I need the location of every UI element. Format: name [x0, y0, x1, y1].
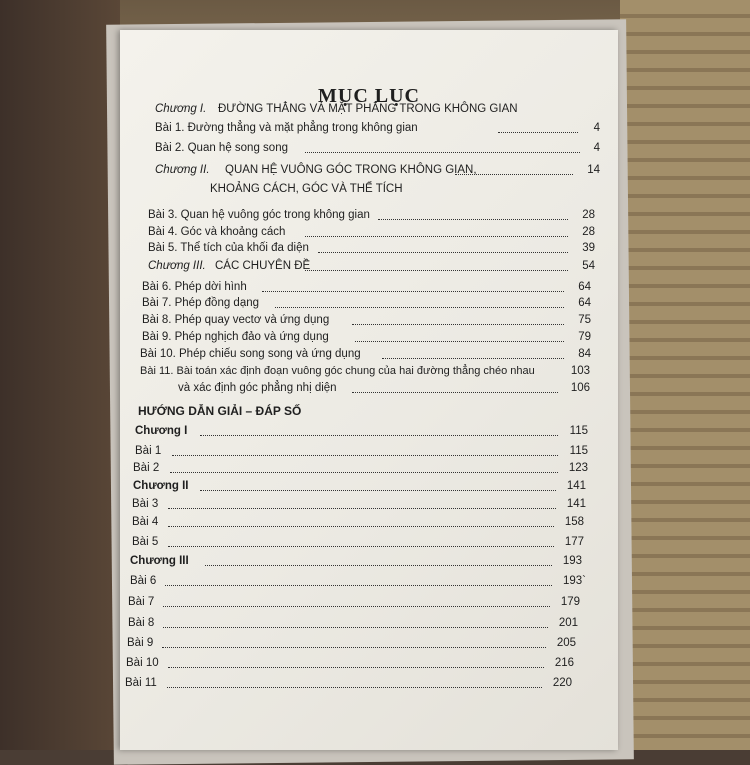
leader-dots: [352, 391, 558, 393]
page-number: 84: [578, 348, 591, 360]
leader-dots: [172, 454, 558, 456]
leader-dots: [305, 235, 568, 237]
page-number: 106: [570, 382, 590, 394]
page-number: 28: [582, 226, 595, 238]
toc-lesson-10: [120, 347, 618, 361]
chapter-title: CÁC CHUYÊN ĐỀ: [215, 260, 311, 272]
answer-lesson-2: [120, 461, 618, 475]
answer-lesson-6: [120, 574, 618, 588]
answer-chapter-1: [120, 424, 618, 438]
leader-dots: [305, 151, 580, 153]
answer-chapter-3: [120, 554, 618, 568]
page-number: 39: [582, 242, 595, 254]
page-number: 4: [593, 122, 600, 134]
leader-dots: [205, 564, 552, 566]
leader-dots: [200, 489, 556, 491]
answer-title: Bài 9: [127, 637, 154, 649]
leader-dots: [163, 605, 550, 607]
leader-dots: [352, 323, 564, 325]
page-number: 141: [566, 498, 586, 510]
toc-lesson-1: [120, 121, 618, 135]
answer-lesson-5: [120, 535, 618, 549]
leader-dots: [382, 357, 564, 359]
answer-title: Chương II: [133, 480, 189, 492]
lesson-title: Bài 7. Phép đồng dạng: [142, 297, 260, 309]
page-number: 4: [593, 142, 600, 154]
answer-lesson-1: [120, 444, 618, 458]
leader-dots: [168, 666, 544, 668]
answer-lesson-11: [120, 676, 618, 690]
toc-lesson-7: [120, 296, 618, 310]
answer-title: Bài 11: [125, 677, 157, 689]
page-number: 193`: [562, 575, 586, 587]
leader-dots: [305, 269, 568, 271]
toc-chapter-2-cont: [120, 182, 618, 196]
chapter-title: ĐƯỜNG THẲNG VÀ MẶT PHẲNG TRONG KHÔNG GIAN: [218, 103, 518, 115]
lesson-title: Bài 4. Góc và khoảng cách: [148, 226, 286, 238]
lesson-title: Bài 1. Đường thẳng và mặt phẳng trong không gian: [155, 122, 418, 134]
leader-dots: [275, 306, 564, 308]
answer-title: Bài 2: [133, 462, 160, 474]
toc-lesson-5: [120, 241, 618, 255]
page-number: 158: [564, 516, 584, 528]
lesson-title: Bài 3. Quan hệ vuông góc trong không gian: [148, 209, 370, 221]
leader-dots: [168, 545, 554, 547]
leader-dots: [200, 434, 558, 436]
leader-dots: [378, 218, 568, 220]
answer-lesson-8: [120, 616, 618, 630]
page-number: 193: [562, 555, 582, 567]
leader-dots: [168, 525, 554, 527]
leader-dots: [318, 251, 568, 253]
answers-heading: [120, 404, 618, 418]
page-number: 205: [556, 637, 576, 649]
leader-dots: [455, 173, 573, 175]
page-number: 216: [554, 657, 574, 669]
lesson-title: Bài 6. Phép dời hình: [142, 281, 247, 293]
answer-title: Chương III: [130, 555, 189, 567]
background-shadow: [0, 0, 120, 750]
toc-lesson-8: [120, 313, 618, 327]
leader-dots: [355, 340, 564, 342]
lesson-title: Bài 5. Thể tích của khối đa diện: [148, 242, 309, 254]
toc-chapter-2: [120, 163, 618, 177]
chapter-label: Chương III.: [148, 260, 206, 272]
page-number: 64: [578, 297, 591, 309]
leader-dots: [168, 507, 556, 509]
leader-dots: [262, 290, 564, 292]
page-number: 64: [578, 281, 591, 293]
page-number: 115: [569, 425, 588, 437]
answer-title: Bài 8: [128, 617, 155, 629]
chapter-title-line-1: QUAN HỆ VUÔNG GÓC TRONG KHÔNG GIAN,: [225, 164, 477, 176]
page-title: MỤC LỤC: [318, 85, 420, 107]
answer-lesson-10: [120, 656, 618, 670]
page-number: 14: [587, 164, 600, 176]
toc-chapter-3: [120, 259, 618, 273]
leader-dots: [498, 131, 578, 133]
toc-lesson-11-cont: [120, 381, 618, 395]
page-number: 54: [582, 260, 595, 272]
answer-title: Bài 3: [132, 498, 159, 510]
leader-dots: [162, 646, 546, 648]
lesson-title: Bài 10. Phép chiếu song song và ứng dụng: [140, 348, 361, 360]
lesson-title-line-2: và xác định góc phẳng nhị diện: [178, 382, 337, 394]
toc-lesson-4: [120, 225, 618, 239]
answer-chapter-2: [120, 479, 618, 493]
chapter-label: Chương II.: [155, 164, 210, 176]
chapter-title-line-2: KHOẢNG CÁCH, GÓC VÀ THỂ TÍCH: [210, 183, 403, 195]
lesson-title: Bài 9. Phép nghịch đảo và ứng dụng: [142, 331, 329, 343]
page-number: 201: [558, 617, 578, 629]
lesson-title: Bài 2. Quan hệ song song: [155, 142, 288, 154]
leader-dots: [170, 471, 558, 473]
answer-title: Chương I: [135, 425, 188, 437]
answer-lesson-3: [120, 497, 618, 511]
answer-title: Bài 7: [128, 596, 155, 608]
leader-dots: [163, 626, 548, 628]
page-number: 103: [570, 365, 590, 377]
page-number: 141: [566, 480, 586, 492]
toc-lesson-11: [120, 364, 618, 378]
toc-lesson-3: [120, 208, 618, 222]
answer-title: Bài 4: [132, 516, 159, 528]
lesson-title: Bài 8. Phép quay vectơ và ứng dụng: [142, 314, 330, 326]
page-number: 179: [560, 596, 580, 608]
section-heading: HƯỚNG DẪN GIẢI – ĐÁP SỐ: [138, 404, 302, 418]
chapter-label: Chương I.: [155, 103, 207, 115]
page-number: 123: [568, 462, 588, 474]
lesson-title-line-1: Bài 11. Bài toán xác định đoạn vuông góc chung của hai đường thẳng chéo nhau: [140, 365, 535, 377]
toc-lesson-6: [120, 280, 618, 294]
page-number: 177: [564, 536, 584, 548]
answer-lesson-7: [120, 595, 618, 609]
toc-lesson-9: [120, 330, 618, 344]
page-number: 79: [578, 331, 591, 343]
page-number: 28: [582, 209, 595, 221]
answer-lesson-4: [120, 515, 618, 529]
leader-dots: [167, 686, 542, 688]
answer-title: Bài 6: [130, 575, 157, 587]
background-mat: [620, 0, 750, 750]
page-number: 220: [552, 677, 572, 689]
answer-title: Bài 5: [132, 536, 159, 548]
toc-chapter-1: [120, 102, 618, 116]
page-number: 115: [569, 445, 588, 457]
answer-title: Bài 1: [135, 445, 162, 457]
answer-lesson-9: [120, 636, 618, 650]
leader-dots: [165, 584, 552, 586]
document-page: [120, 30, 618, 750]
toc-lesson-2: [120, 141, 618, 155]
answer-title: Bài 10: [126, 657, 159, 669]
page-number: 75: [578, 314, 591, 326]
